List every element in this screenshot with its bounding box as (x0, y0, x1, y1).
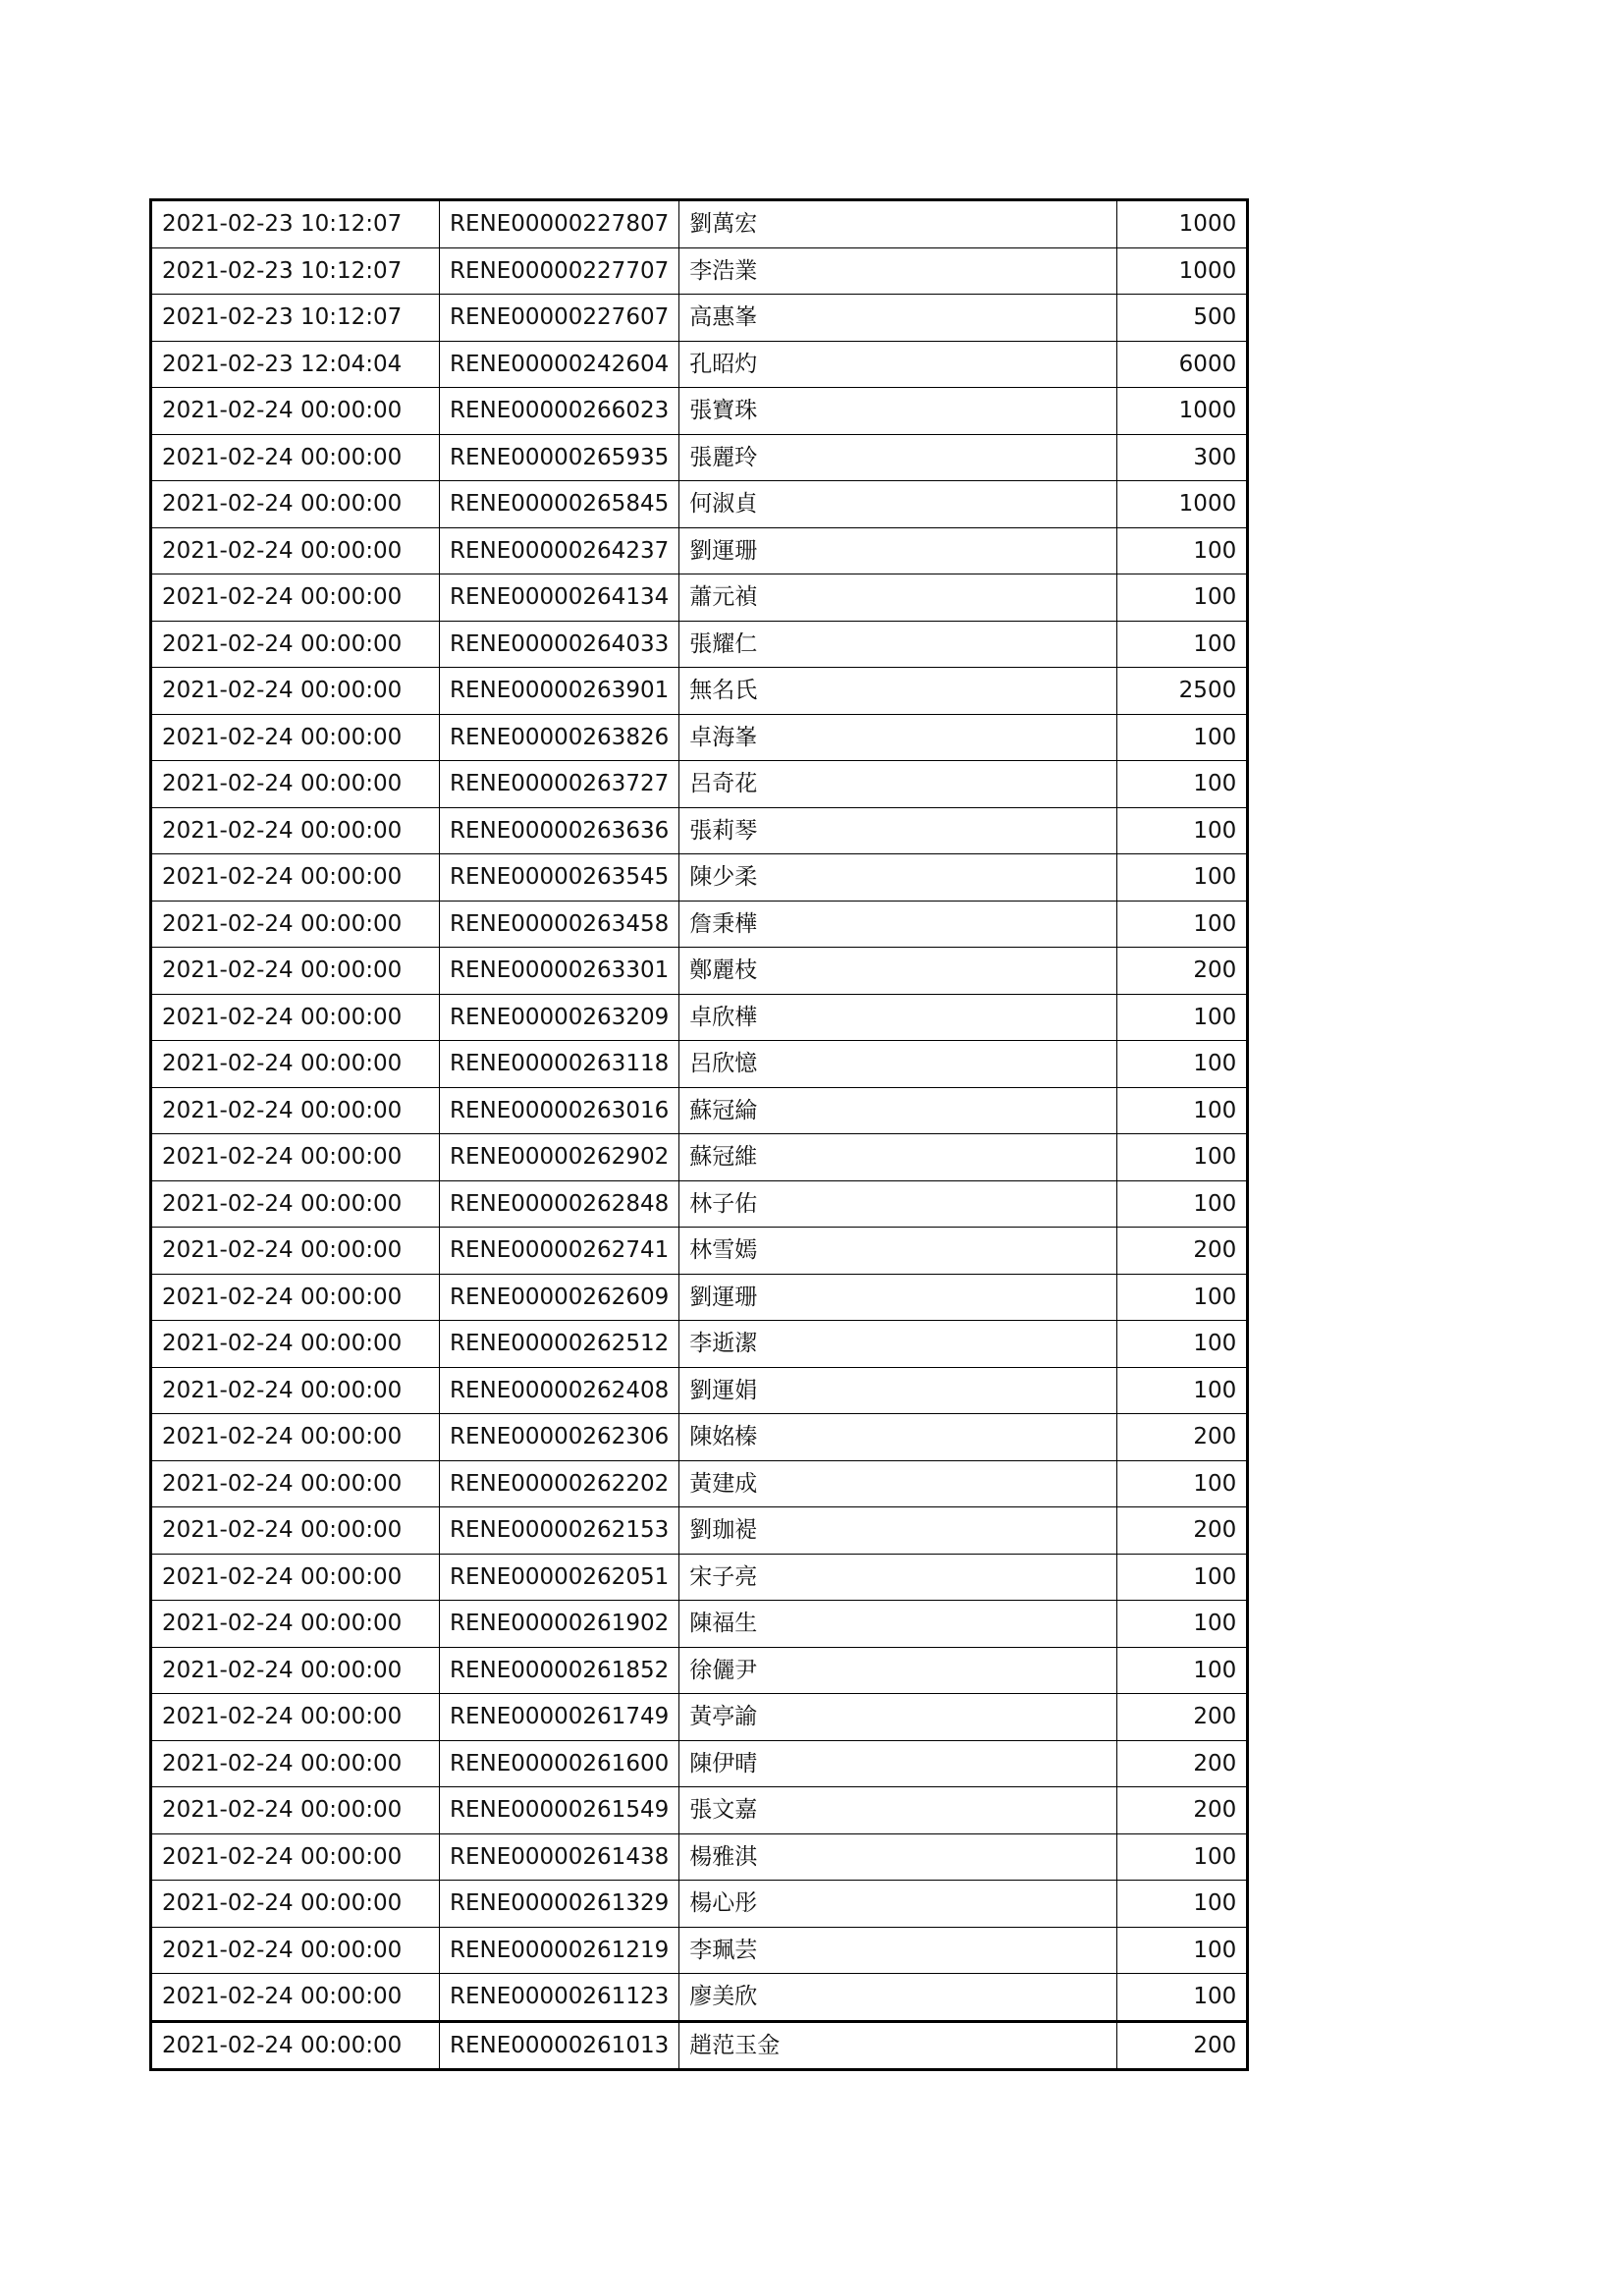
amount-cell: 100 (1117, 761, 1248, 808)
donor-name-cell: 廖美欣 (679, 1974, 1117, 2022)
donor-name-cell: 詹秉樺 (679, 901, 1117, 948)
receipt-id-cell: RENE00000227707 (440, 247, 679, 295)
receipt-id-cell: RENE00000263209 (440, 994, 679, 1041)
receipt-id-cell: RENE00000263901 (440, 668, 679, 715)
receipt-id-cell: RENE00000261219 (440, 1927, 679, 1974)
receipt-id-cell: RENE00000227807 (440, 200, 679, 248)
amount-cell: 100 (1117, 621, 1248, 668)
date-cell: 2021-02-24 00:00:00 (151, 1460, 440, 1507)
donor-name-cell: 張文嘉 (679, 1787, 1117, 1834)
donor-name-cell: 卓欣樺 (679, 994, 1117, 1041)
receipt-id-cell: RENE00000263636 (440, 807, 679, 854)
receipt-id-cell: RENE00000261749 (440, 1694, 679, 1741)
amount-cell: 1000 (1117, 247, 1248, 295)
amount-cell: 100 (1117, 1554, 1248, 1601)
amount-cell: 100 (1117, 854, 1248, 902)
donor-name-cell: 趙范玉金 (679, 2021, 1117, 2070)
date-cell: 2021-02-24 00:00:00 (151, 481, 440, 528)
donor-name-cell: 李珮芸 (679, 1927, 1117, 1974)
date-cell: 2021-02-24 00:00:00 (151, 1321, 440, 1368)
amount-cell: 100 (1117, 1367, 1248, 1414)
donor-name-cell: 李逝潔 (679, 1321, 1117, 1368)
receipt-id-cell: RENE00000262051 (440, 1554, 679, 1601)
donor-name-cell: 劉運珊 (679, 1274, 1117, 1321)
date-cell: 2021-02-24 00:00:00 (151, 1694, 440, 1741)
table-row (151, 2021, 1248, 2070)
receipt-id-cell: RENE00000261852 (440, 1647, 679, 1694)
receipt-id-cell: RENE00000261123 (440, 1974, 679, 2022)
table-row (151, 1787, 1248, 1834)
table-row (151, 854, 1248, 902)
receipt-id-cell: RENE00000263545 (440, 854, 679, 902)
amount-cell: 100 (1117, 1881, 1248, 1928)
date-cell: 2021-02-24 00:00:00 (151, 948, 440, 995)
donor-name-cell: 劉運娟 (679, 1367, 1117, 1414)
table-row (151, 948, 1248, 995)
donor-name-cell: 張耀仁 (679, 621, 1117, 668)
date-cell: 2021-02-24 00:00:00 (151, 994, 440, 1041)
receipt-id-cell: RENE00000262848 (440, 1180, 679, 1228)
amount-cell: 100 (1117, 901, 1248, 948)
donor-name-cell: 黃亭諭 (679, 1694, 1117, 1741)
receipt-id-cell: RENE00000263301 (440, 948, 679, 995)
donor-name-cell: 呂欣憶 (679, 1041, 1117, 1088)
table-row (151, 1881, 1248, 1928)
donor-name-cell: 林子佑 (679, 1180, 1117, 1228)
table-row (151, 1274, 1248, 1321)
table-row (151, 1460, 1248, 1507)
donor-name-cell: 何淑貞 (679, 481, 1117, 528)
date-cell: 2021-02-24 00:00:00 (151, 1367, 440, 1414)
donor-name-cell: 宋子亮 (679, 1554, 1117, 1601)
receipt-id-cell: RENE00000265935 (440, 434, 679, 481)
receipt-id-cell: RENE00000263727 (440, 761, 679, 808)
date-cell: 2021-02-24 00:00:00 (151, 574, 440, 622)
amount-cell: 100 (1117, 527, 1248, 574)
date-cell: 2021-02-24 00:00:00 (151, 1087, 440, 1134)
amount-cell: 100 (1117, 1974, 1248, 2022)
date-cell: 2021-02-23 10:12:07 (151, 295, 440, 342)
receipt-id-cell: RENE00000262609 (440, 1274, 679, 1321)
donor-name-cell: 陳姳榛 (679, 1414, 1117, 1461)
donor-name-cell: 楊雅淇 (679, 1833, 1117, 1881)
date-cell: 2021-02-24 00:00:00 (151, 1228, 440, 1275)
receipt-id-cell: RENE00000263826 (440, 714, 679, 761)
amount-cell: 200 (1117, 1787, 1248, 1834)
donor-name-cell: 蕭元禎 (679, 574, 1117, 622)
table-row (151, 527, 1248, 574)
receipt-id-cell: RENE00000262153 (440, 1507, 679, 1555)
amount-cell: 100 (1117, 1274, 1248, 1321)
table-row (151, 1694, 1248, 1741)
date-cell: 2021-02-23 10:12:07 (151, 200, 440, 248)
table-row (151, 434, 1248, 481)
receipt-id-cell: RENE00000263118 (440, 1041, 679, 1088)
amount-cell: 100 (1117, 574, 1248, 622)
amount-cell: 100 (1117, 1087, 1248, 1134)
donor-name-cell: 鄭麗枝 (679, 948, 1117, 995)
date-cell: 2021-02-23 10:12:07 (151, 247, 440, 295)
receipt-id-cell: RENE00000262202 (440, 1460, 679, 1507)
date-cell: 2021-02-24 00:00:00 (151, 434, 440, 481)
date-cell: 2021-02-24 00:00:00 (151, 1740, 440, 1787)
table-row (151, 714, 1248, 761)
date-cell: 2021-02-24 00:00:00 (151, 668, 440, 715)
table-body (151, 200, 1248, 2070)
receipt-id-cell: RENE00000242604 (440, 341, 679, 388)
amount-cell: 100 (1117, 1041, 1248, 1088)
amount-cell: 1000 (1117, 481, 1248, 528)
table-row (151, 1974, 1248, 2022)
table-row (151, 247, 1248, 295)
receipt-id-cell: RENE00000263458 (440, 901, 679, 948)
receipt-id-cell: RENE00000261329 (440, 1881, 679, 1928)
amount-cell: 100 (1117, 1321, 1248, 1368)
date-cell: 2021-02-24 00:00:00 (151, 761, 440, 808)
table-row (151, 1414, 1248, 1461)
receipt-id-cell: RENE00000264237 (440, 527, 679, 574)
date-cell: 2021-02-24 00:00:00 (151, 1881, 440, 1928)
table-row (151, 1927, 1248, 1974)
receipt-id-cell: RENE00000261549 (440, 1787, 679, 1834)
donor-name-cell: 張麗玲 (679, 434, 1117, 481)
amount-cell: 100 (1117, 1134, 1248, 1181)
amount-cell: 1000 (1117, 388, 1248, 435)
table-row (151, 668, 1248, 715)
amount-cell: 200 (1117, 1414, 1248, 1461)
date-cell: 2021-02-24 00:00:00 (151, 621, 440, 668)
donor-name-cell: 張莉琴 (679, 807, 1117, 854)
donation-table (149, 198, 1249, 2071)
receipt-id-cell: RENE00000264033 (440, 621, 679, 668)
table-row (151, 574, 1248, 622)
date-cell: 2021-02-24 00:00:00 (151, 1833, 440, 1881)
date-cell: 2021-02-24 00:00:00 (151, 1134, 440, 1181)
amount-cell: 300 (1117, 434, 1248, 481)
table-row (151, 341, 1248, 388)
date-cell: 2021-02-24 00:00:00 (151, 1974, 440, 2022)
date-cell: 2021-02-24 00:00:00 (151, 1927, 440, 1974)
date-cell: 2021-02-24 00:00:00 (151, 901, 440, 948)
donor-name-cell: 劉運珊 (679, 527, 1117, 574)
amount-cell: 200 (1117, 2021, 1248, 2070)
table-row (151, 1321, 1248, 1368)
amount-cell: 200 (1117, 1740, 1248, 1787)
table-row (151, 761, 1248, 808)
date-cell: 2021-02-24 00:00:00 (151, 1647, 440, 1694)
donor-name-cell: 蘇冠綸 (679, 1087, 1117, 1134)
date-cell: 2021-02-23 12:04:04 (151, 341, 440, 388)
table-row (151, 807, 1248, 854)
table-row (151, 1041, 1248, 1088)
donor-name-cell: 林雪嫣 (679, 1228, 1117, 1275)
amount-cell: 100 (1117, 1833, 1248, 1881)
date-cell: 2021-02-24 00:00:00 (151, 807, 440, 854)
date-cell: 2021-02-24 00:00:00 (151, 1554, 440, 1601)
table-row (151, 1647, 1248, 1694)
table-row (151, 481, 1248, 528)
amount-cell: 100 (1117, 1601, 1248, 1648)
donor-name-cell: 楊心彤 (679, 1881, 1117, 1928)
receipt-id-cell: RENE00000262306 (440, 1414, 679, 1461)
receipt-id-cell: RENE00000265845 (440, 481, 679, 528)
amount-cell: 200 (1117, 1228, 1248, 1275)
donor-name-cell: 張寶珠 (679, 388, 1117, 435)
donor-name-cell: 徐儷尹 (679, 1647, 1117, 1694)
donor-name-cell: 黃建成 (679, 1460, 1117, 1507)
table-row (151, 901, 1248, 948)
table-row (151, 621, 1248, 668)
amount-cell: 1000 (1117, 200, 1248, 248)
table-row (151, 1833, 1248, 1881)
table-row (151, 994, 1248, 1041)
donor-name-cell: 陳少柔 (679, 854, 1117, 902)
date-cell: 2021-02-24 00:00:00 (151, 527, 440, 574)
amount-cell: 100 (1117, 807, 1248, 854)
table-row (151, 200, 1248, 248)
receipt-id-cell: RENE00000261600 (440, 1740, 679, 1787)
amount-cell: 500 (1117, 295, 1248, 342)
amount-cell: 100 (1117, 994, 1248, 1041)
table-row (151, 1228, 1248, 1275)
date-cell: 2021-02-24 00:00:00 (151, 1180, 440, 1228)
date-cell: 2021-02-24 00:00:00 (151, 2021, 440, 2070)
amount-cell: 6000 (1117, 341, 1248, 388)
amount-cell: 100 (1117, 1180, 1248, 1228)
date-cell: 2021-02-24 00:00:00 (151, 714, 440, 761)
donor-name-cell: 無名氏 (679, 668, 1117, 715)
table-row (151, 1367, 1248, 1414)
donor-name-cell: 李浩業 (679, 247, 1117, 295)
donor-name-cell: 劉萬宏 (679, 200, 1117, 248)
date-cell: 2021-02-24 00:00:00 (151, 1601, 440, 1648)
receipt-id-cell: RENE00000261438 (440, 1833, 679, 1881)
table-row (151, 1087, 1248, 1134)
receipt-id-cell: RENE00000261902 (440, 1601, 679, 1648)
receipt-id-cell: RENE00000266023 (440, 388, 679, 435)
amount-cell: 200 (1117, 1507, 1248, 1555)
date-cell: 2021-02-24 00:00:00 (151, 1414, 440, 1461)
date-cell: 2021-02-24 00:00:00 (151, 854, 440, 902)
receipt-id-cell: RENE00000227607 (440, 295, 679, 342)
donor-name-cell: 蘇冠維 (679, 1134, 1117, 1181)
table-row (151, 1554, 1248, 1601)
donor-name-cell: 高惠峯 (679, 295, 1117, 342)
receipt-id-cell: RENE00000263016 (440, 1087, 679, 1134)
receipt-id-cell: RENE00000262408 (440, 1367, 679, 1414)
donor-name-cell: 呂奇花 (679, 761, 1117, 808)
donor-name-cell: 陳伊晴 (679, 1740, 1117, 1787)
receipt-id-cell: RENE00000262902 (440, 1134, 679, 1181)
donor-name-cell: 卓海峯 (679, 714, 1117, 761)
donor-name-cell: 孔昭灼 (679, 341, 1117, 388)
date-cell: 2021-02-24 00:00:00 (151, 1507, 440, 1555)
table-row (151, 1601, 1248, 1648)
amount-cell: 2500 (1117, 668, 1248, 715)
receipt-id-cell: RENE00000264134 (440, 574, 679, 622)
donor-name-cell: 劉珈褆 (679, 1507, 1117, 1555)
amount-cell: 200 (1117, 948, 1248, 995)
date-cell: 2021-02-24 00:00:00 (151, 1787, 440, 1834)
amount-cell: 200 (1117, 1694, 1248, 1741)
receipt-id-cell: RENE00000262741 (440, 1228, 679, 1275)
table-row (151, 295, 1248, 342)
amount-cell: 100 (1117, 1647, 1248, 1694)
table-row (151, 1507, 1248, 1555)
date-cell: 2021-02-24 00:00:00 (151, 388, 440, 435)
receipt-id-cell: RENE00000261013 (440, 2021, 679, 2070)
receipt-id-cell: RENE00000262512 (440, 1321, 679, 1368)
table-row (151, 1180, 1248, 1228)
table-row (151, 1134, 1248, 1181)
date-cell: 2021-02-24 00:00:00 (151, 1041, 440, 1088)
amount-cell: 100 (1117, 1460, 1248, 1507)
donor-name-cell: 陳福生 (679, 1601, 1117, 1648)
table-row (151, 1740, 1248, 1787)
date-cell: 2021-02-24 00:00:00 (151, 1274, 440, 1321)
amount-cell: 100 (1117, 1927, 1248, 1974)
table-row (151, 388, 1248, 435)
amount-cell: 100 (1117, 714, 1248, 761)
